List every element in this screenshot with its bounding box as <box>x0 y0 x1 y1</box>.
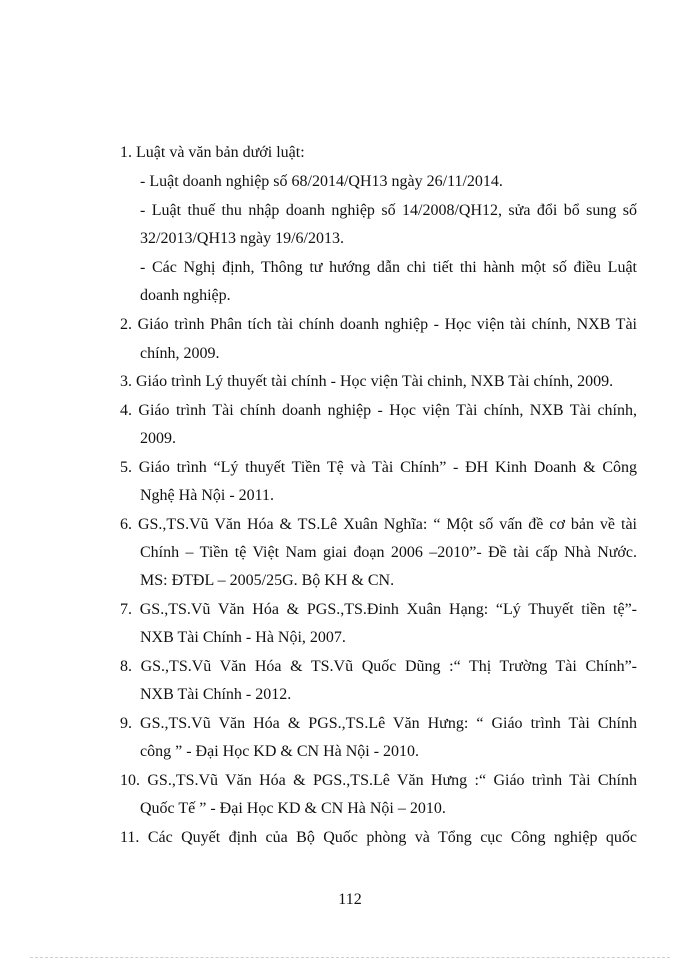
reference-7-line-1: 7. GS.,TS.Vũ Văn Hóa & PGS.,TS.Đinh Xuân Hạng: “Lý Thuyết tiền tệ”- <box>120 601 637 618</box>
reference-1-heading: 1. Luật và văn bản dưới luật: <box>120 144 305 161</box>
reference-9-line-2: công ” - Đại Học KD & CN Hà Nội - 2010. <box>140 743 420 760</box>
reference-10-line-2: Quốc Tế ” - Đại Học KD & CN Hà Nội – 2010. <box>140 800 446 817</box>
reference-6-line-2: Chính – Tiền tệ Việt Nam giai đoạn 2006 –2010”- Đề tài cấp Nhà Nước. <box>140 544 637 561</box>
reference-11-line-1: 11. Các Quyết định của Bộ Quốc phòng và Tổng cục Công nghiệp quốc <box>120 829 637 846</box>
reference-6-line-3: MS: ĐTĐL – 2005/25G. Bộ KH & CN. <box>140 572 395 589</box>
reference-6-line-1: 6. GS.,TS.Vũ Văn Hóa & TS.Lê Xuân Nghĩa: “ Một số vấn đề cơ bản về tài <box>120 516 637 533</box>
reference-1-sub-2-line-1: - Luật thuế thu nhập doanh nghiệp số 14/2008/QH12, sửa đổi bổ sung số <box>140 202 637 219</box>
reference-1-sub-1: - Luật doanh nghiệp số 68/2014/QH13 ngày 26/11/2014. <box>140 173 503 190</box>
page-bottom-divider <box>30 957 670 958</box>
reference-10-line-1: 10. GS.,TS.Vũ Văn Hóa & PGS.,TS.Lê Văn Hưng :“ Giáo trình Tài Chính <box>120 772 637 789</box>
reference-5-line-2: Nghệ Hà Nội - 2011. <box>140 487 275 504</box>
reference-9-line-1: 9. GS.,TS.Vũ Văn Hóa & PGS.,TS.Lê Văn Hưng: “ Giáo trình Tài Chính <box>120 715 637 732</box>
reference-8-line-1: 8. GS.,TS.Vũ Văn Hóa & TS.Vũ Quốc Dũng :“ Thị Trường Tài Chính”- <box>120 658 637 675</box>
reference-5-line-1: 5. Giáo trình “Lý thuyết Tiền Tệ và Tài Chính” - ĐH Kinh Doanh & Công <box>120 459 637 476</box>
reference-4-line-1: 4. Giáo trình Tài chính doanh nghiệp - Học viện Tài chính, NXB Tài chính, <box>120 402 637 419</box>
reference-7-line-2: NXB Tài Chính - Hà Nội, 2007. <box>140 629 346 646</box>
reference-4-line-2: 2009. <box>140 430 176 447</box>
reference-3-line-1: 3. Giáo trình Lý thuyết tài chính - Học viện Tài chinh, NXB Tài chính, 2009. <box>120 373 614 390</box>
page-number: 112 <box>338 891 362 908</box>
reference-1-sub-3-line-1: - Các Nghị định, Thông tư hướng dẫn chi tiết thi hành một số điều Luật <box>140 259 637 276</box>
reference-2-line-2: chính, 2009. <box>140 345 220 362</box>
reference-2-line-1: 2. Giáo trình Phân tích tài chính doanh nghiệp - Học viện tài chính, NXB Tài <box>120 316 637 333</box>
reference-1-sub-3-line-2: doanh nghiệp. <box>140 287 231 304</box>
reference-1-sub-2-line-2: 32/2013/QH13 ngày 19/6/2013. <box>140 230 344 247</box>
reference-8-line-2: NXB Tài Chính - 2012. <box>140 686 292 703</box>
